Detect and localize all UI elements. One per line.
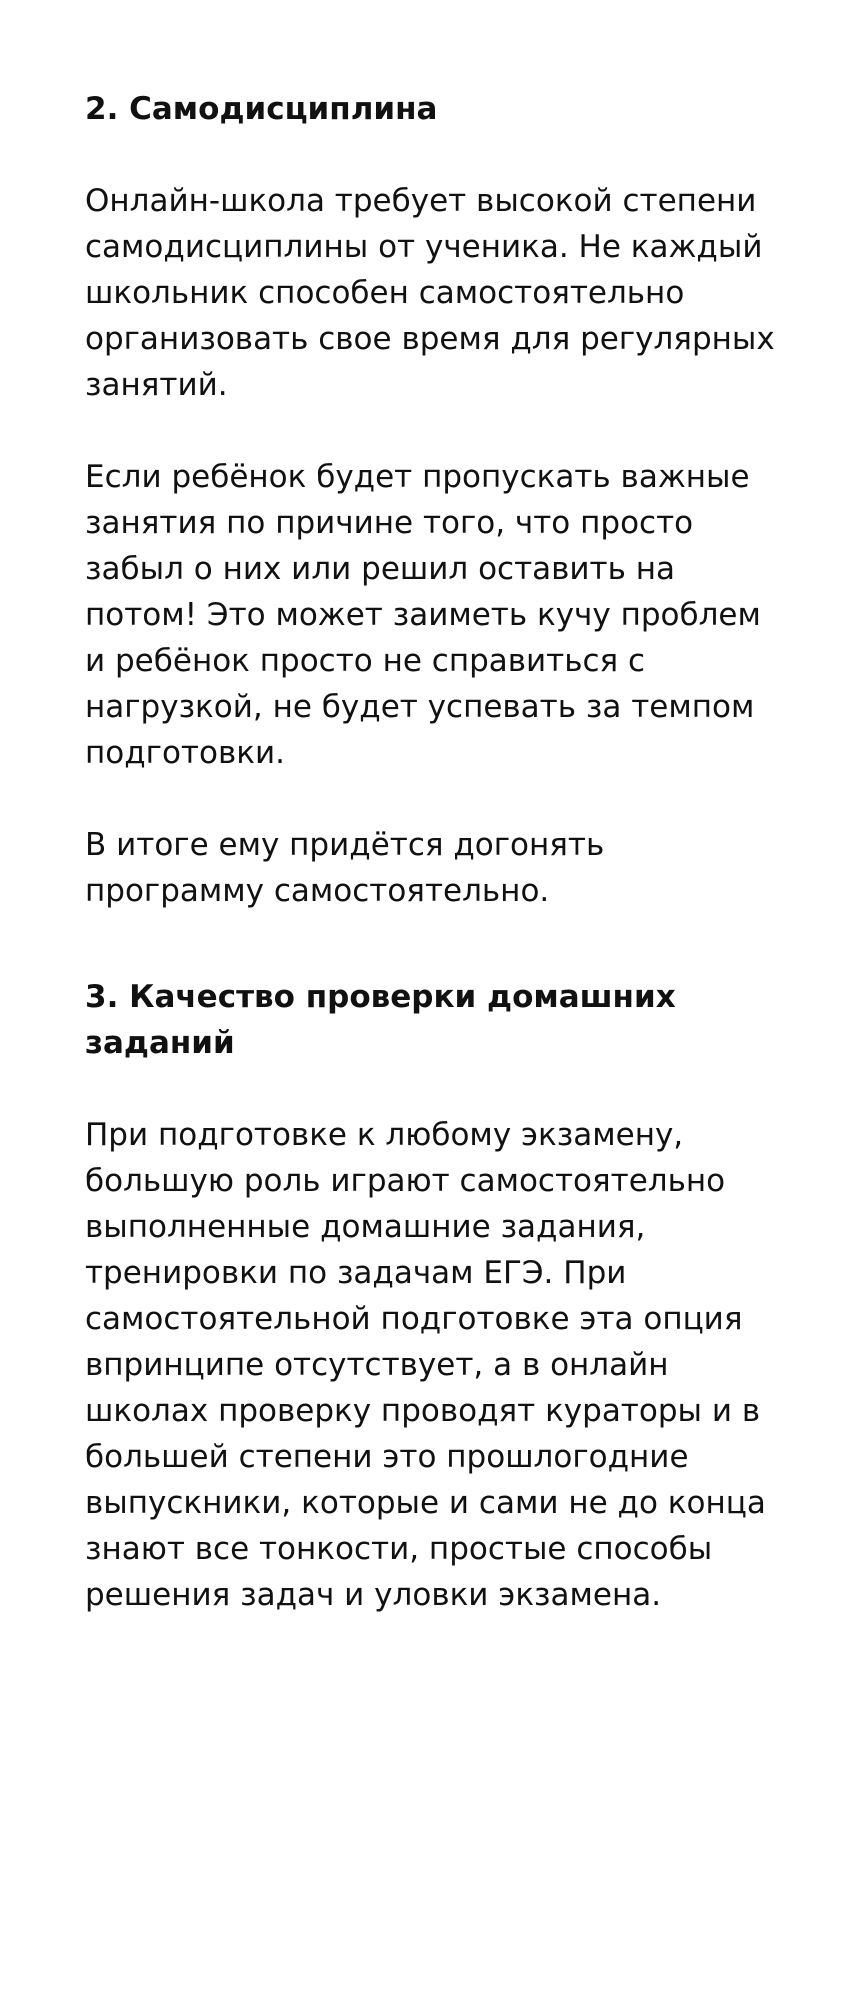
paragraph-self-discipline-2: Если ребёнок будет пропускать важные занятия по причине того, что просто забыл о них или решил оставить на потом! Это может заиметь кучу проблем и ребёнок просто не справиться с нагрузкой, не будет успевать за темпом подготовки. (85, 459, 761, 771)
section-title-self-discipline: 2. Самодисциплина (85, 91, 438, 127)
paragraph-homework-quality-1: При подготовке к любому экзамену, большую роль играют самостоятельно выполненные домашние задания, тренировки по задачам ЕГЭ. При самостоятельной подготовке эта опция впринципе отсутствует, а в онлайн школах проверку проводят кураторы и в большей степени это прошлогодние выпускники, которые и сами не до конца знают все тонкости, простые способы решения задач и уловки экзамена. (85, 1117, 766, 1613)
paragraph-self-discipline-1: Онлайн-школа требует высокой степени самодисциплины от ученика. Не каждый школьник способен самостоятельно организовать свое время для регулярных занятий. (85, 183, 775, 403)
paragraph-self-discipline-3: В итоге ему придётся догонять программу самостоятельно. (85, 827, 605, 909)
article-content (85, 86, 775, 1618)
section-title-homework-quality: 3. Качество проверки домашних заданий (85, 979, 676, 1061)
